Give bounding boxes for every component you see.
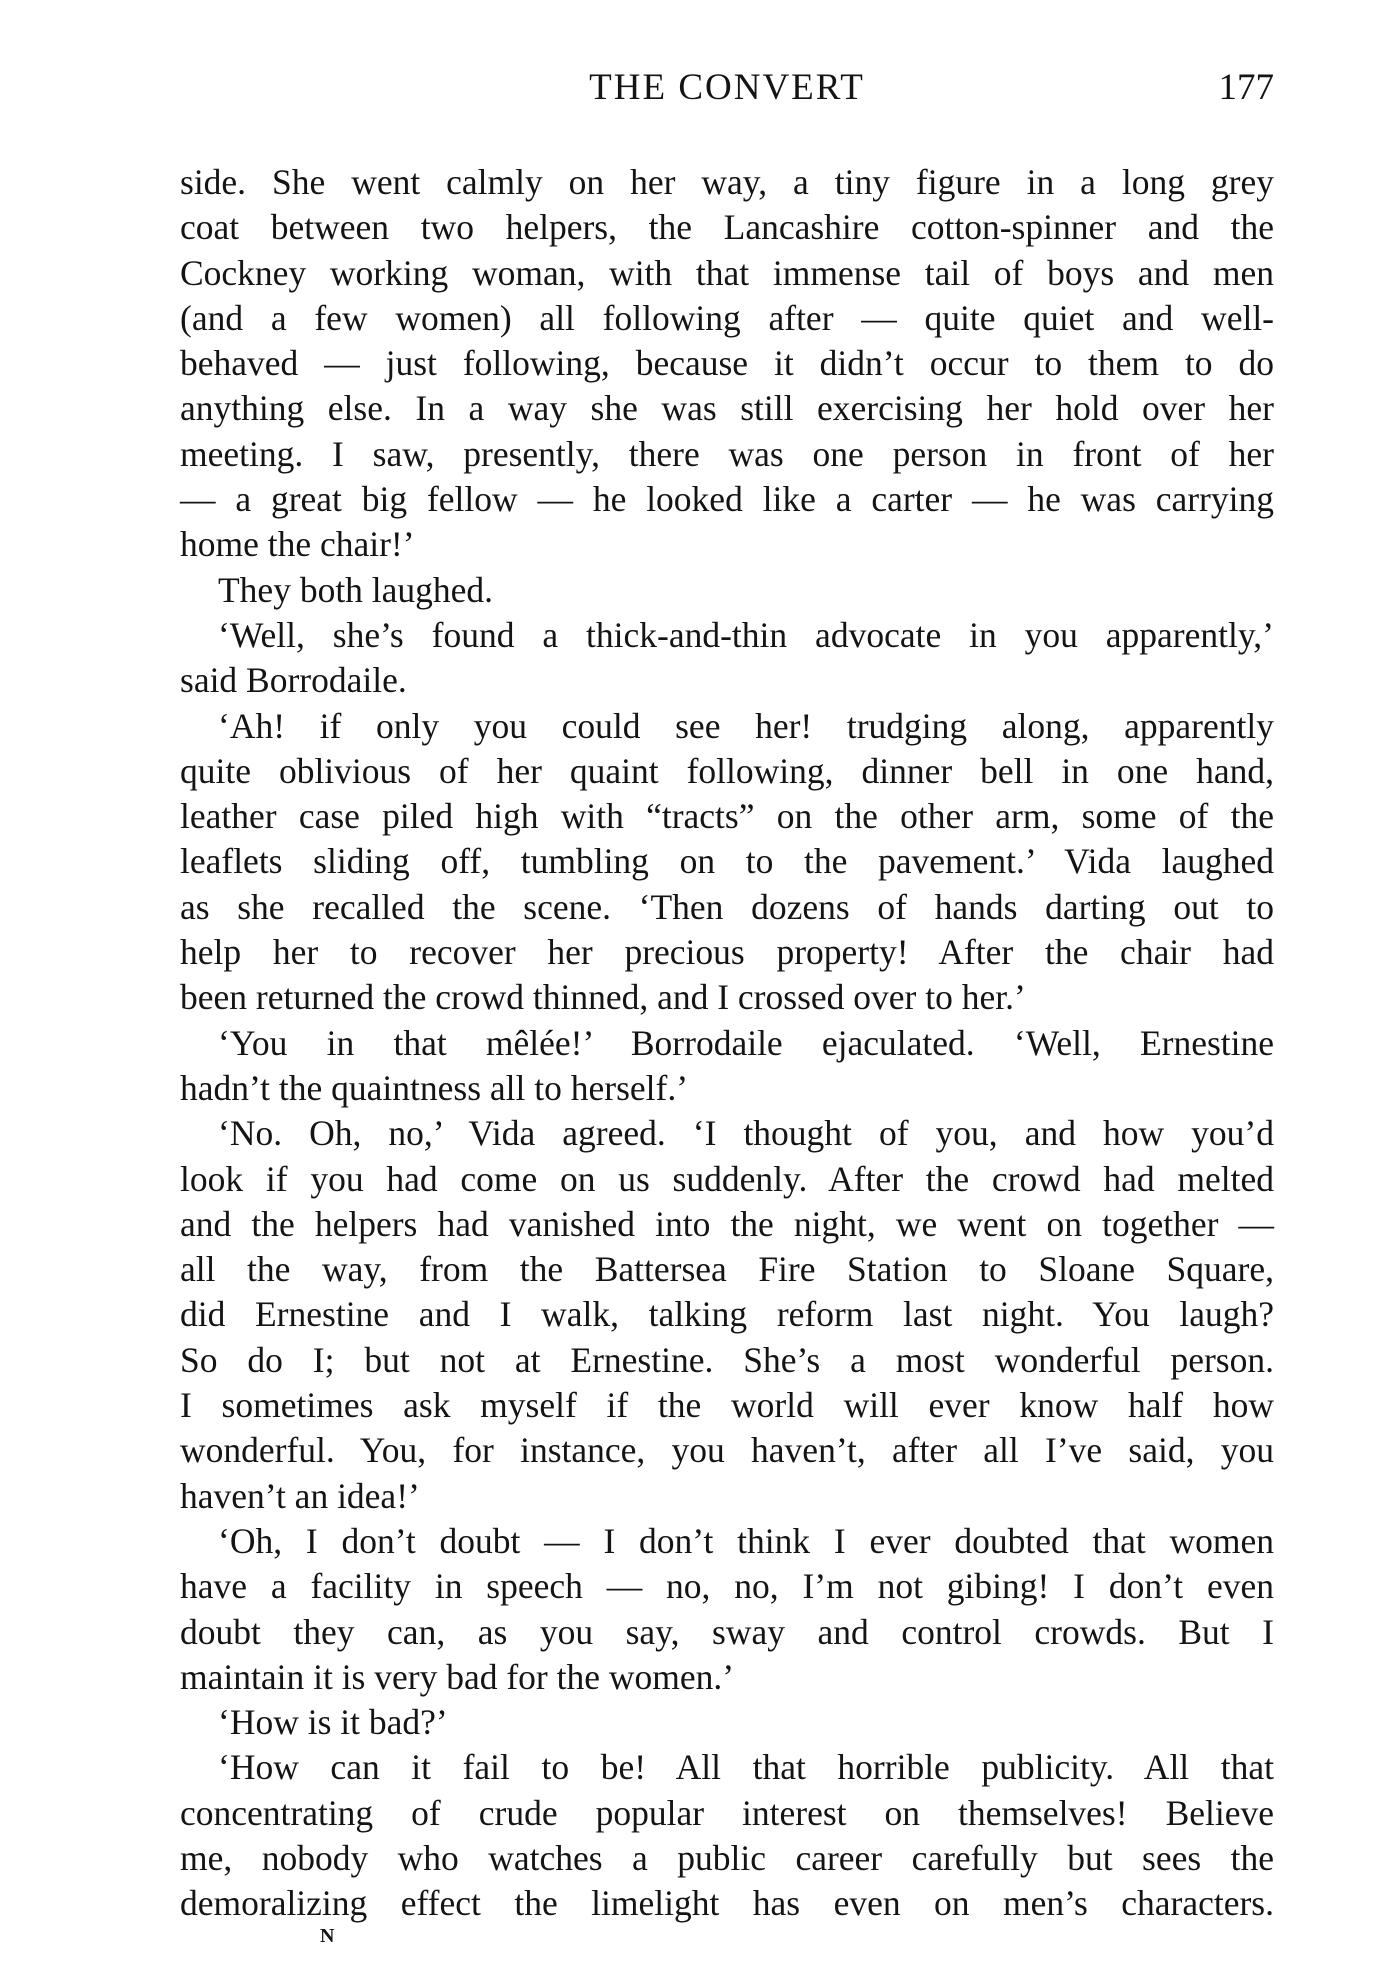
text-line: ‘Ah! if only you could see her! trudging along, apparently: [218, 705, 1274, 746]
text-line: concentrating of crude popular interest on themselves! Believe: [180, 1792, 1274, 1833]
text-line: leaflets sliding off, tumbling on to the pavement.’ Vida laughed: [180, 841, 1274, 882]
page-header: [180, 66, 1274, 116]
text-line: meeting. I saw, presently, there was one person in front of her: [180, 433, 1274, 474]
text-line: hadn’t the quaintness all to herself.’: [180, 1067, 689, 1108]
text-line: (and a few women) all following after — quite quiet and well-: [180, 297, 1274, 338]
page-number: 177: [1218, 67, 1274, 108]
text-line: — a great big fellow — he looked like a carter — he was carrying: [180, 479, 1274, 520]
text-line: said Borrodaile.: [180, 660, 407, 701]
text-line: ‘How can it fail to be! All that horrible publicity. All that: [218, 1747, 1274, 1788]
text-line: maintain it is very bad for the women.’: [180, 1656, 735, 1697]
text-line: look if you had come on us suddenly. After the crowd had melted: [180, 1158, 1274, 1199]
text-line: ‘Well, she’s found a thick-and-thin advocate in you apparently,’: [218, 614, 1274, 655]
text-line: haven’t an idea!’: [180, 1475, 420, 1516]
text-line: anything else. In a way she was still exercising her hold over her: [180, 388, 1274, 429]
text-line: home the chair!’: [180, 524, 415, 565]
text-line: all the way, from the Battersea Fire Station to Sloane Square,: [180, 1249, 1274, 1290]
running-title: THE CONVERT: [589, 67, 865, 108]
text-line: have a facility in speech — no, no, I’m not gibing! I don’t even: [180, 1566, 1274, 1607]
text-line: side. She went calmly on her way, a tiny figure in a long grey: [180, 162, 1274, 202]
text-line: wonderful. You, for instance, you haven’t, after all I’ve said, you: [180, 1430, 1274, 1471]
text-line: been returned the crowd thinned, and I crossed over to her.’: [180, 977, 1026, 1018]
text-line: So do I; but not at Ernestine. She’s a most wonderful person.: [180, 1339, 1274, 1380]
text-line: ‘No. Oh, no,’ Vida agreed. ‘I thought of you, and how you’d: [218, 1113, 1274, 1154]
text-line: did Ernestine and I walk, talking reform last night. You laugh?: [180, 1294, 1274, 1335]
text-line: They both laughed.: [218, 569, 494, 610]
text-line: help her to recover her precious property! After the chair had: [180, 932, 1274, 973]
text-line: demoralizing effect the limelight has even on men’s characters.: [180, 1883, 1274, 1924]
signature-mark: N: [320, 1925, 335, 1947]
text-line: ‘You in that mêlée!’ Borrodaile ejaculated. ‘Well, Ernestine: [218, 1022, 1274, 1063]
text-line: doubt they can, as you say, sway and control crowds. But I: [180, 1611, 1274, 1652]
text-line: quite oblivious of her quaint following, dinner bell in one hand,: [180, 750, 1274, 791]
text-line: behaved — just following, because it didn’t occur to them to do: [180, 343, 1274, 384]
text-line: ‘Oh, I don’t doubt — I don’t think I ever doubted that women: [218, 1520, 1274, 1561]
text-line: coat between two helpers, the Lancashire cotton-spinner and the: [180, 207, 1274, 248]
body-text: [180, 160, 1274, 1927]
text-line: I sometimes ask myself if the world will ever know half how: [180, 1385, 1274, 1426]
text-line: leather case piled high with “tracts” on the other arm, some of the: [180, 796, 1274, 837]
text-line: me, nobody who watches a public career carefully but sees the: [180, 1837, 1274, 1878]
text-line: Cockney working woman, with that immense tail of boys and men: [180, 252, 1274, 293]
text-line: as she recalled the scene. ‘Then dozens of hands darting out to: [180, 886, 1274, 927]
text-line: ‘How is it bad?’: [218, 1702, 448, 1743]
text-line: and the helpers had vanished into the night, we went on together —: [180, 1203, 1274, 1244]
